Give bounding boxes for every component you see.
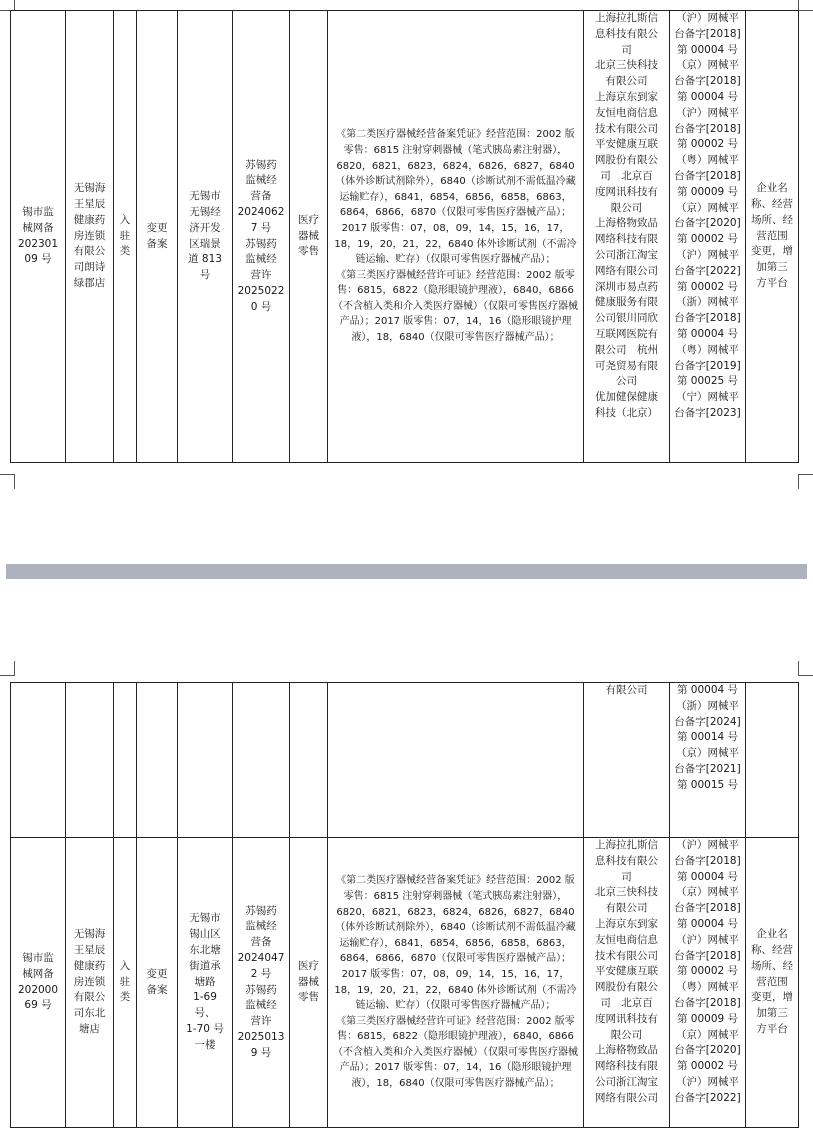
platform-filing-numbers-cell: 第 00004 号 （浙）网械平 台备字[2024] 第 00014 号 （京）网械平 台备字[2021] 第 00015 号 bbox=[670, 683, 746, 838]
platform-names-cell: 有限公司 bbox=[584, 683, 670, 838]
store-name-cell: 无锡海 王星辰 健康药 房连锁 有限公 司朗诗 绿郡店 bbox=[66, 11, 114, 463]
filing-number-cell: 锡市监 械网备 202000 69 号 bbox=[11, 838, 66, 1128]
filing-number-cell: 锡市监 械网备 202301 09 号 bbox=[11, 11, 66, 463]
crop-mark-top-left bbox=[0, 661, 15, 676]
change-note-cell: 企业名 称、经营 场所、经 营范围 变更，增 加第三 方平台 bbox=[746, 11, 799, 463]
license-number-cell bbox=[233, 683, 290, 838]
business-scope-cell bbox=[328, 683, 584, 838]
change-note-cell bbox=[746, 683, 799, 838]
page-separator bbox=[0, 500, 813, 583]
category-cell bbox=[114, 683, 137, 838]
business-type-cell: 医疗 器械 零售 bbox=[290, 838, 328, 1128]
business-scope-cell: 《第二类医疗器械经营备案凭证》经营范围：2002 版零售：6815 注射穿刺器械（笔式胰岛素注射器），6820，6821，6823，6824，6826，6827，6840（体外诊断试剂除外），6840（诊断试剂不需低温冷藏运输贮存），6841，6854，6856，6858，6863，6864，6866，6870（仅限可零售医疗器械产品）；2017 版零售：07，08，09，14，15，16，17，18，19，20，21，22，6840 体外诊断试剂（不需冷链运输、贮存）（仅限可零售医疗器械产品）； 《第三类医疗器械经营许可证》经营范围：2002 版零售：6815，6822（隐形眼镜护理液），6840，6866（不含植入类和介入类医疗器械）（仅限可零售医疗器械产品）；2017 版零售：07，14，16（隐形眼镜护理液），18，6840（仅限可零售医疗器械产品）； bbox=[328, 838, 584, 1128]
table-row bbox=[11, 838, 799, 1128]
document-page-1 bbox=[0, 0, 813, 500]
document-page-2 bbox=[0, 583, 813, 1135]
business-scope-cell: 《第二类医疗器械经营备案凭证》经营范围：2002 版零售：6815 注射穿刺器械（笔式胰岛素注射器），6820，6821，6823，6824，6826，6827，6840（体外诊断试剂除外），6840（诊断试剂不需低温冷藏运输贮存），6841，6854，6856，6858，6863，6864，6866，6870（仅限可零售医疗器械产品）；2017 版零售：07，08，09，14，15，16，17，18，19，20，21，22，6840 体外诊断试剂（不需冷链运输、贮存）（仅限可零售医疗器械产品）； 《第三类医疗器械经营许可证》经营范围：2002 版零售：6815，6822（隐形眼镜护理液），6840，6866（不含植入类和介入类医疗器械）（仅限可零售医疗器械产品）；2017 版零售：07，14，16（隐形眼镜护理液），18，6840（仅限可零售医疗器械产品）； bbox=[328, 11, 584, 463]
table-row bbox=[11, 683, 799, 838]
crop-mark-top-right bbox=[798, 0, 813, 11]
platform-filing-numbers-cell: （沪）网械平 台备字[2018] 第 00004 号 （京）网械平 台备字[2018] 第 00004 号 （沪）网械平 台备字[2018] 第 00002 号 （粤）网械平 台备字[2018] 第 00009 号 （京）网械平 台备字[2020] 第 00002 号 （沪）网械平 台备字[2022] 第 00002 号 （浙）网械平 台备字[2018] 第 00004 号 （粤）网械平 台备字[2019] 第 00025 号 （宁）网械平 台备字[2023] bbox=[670, 11, 746, 463]
store-name-cell bbox=[66, 683, 114, 838]
business-type-cell: 医疗 器械 零售 bbox=[290, 11, 328, 463]
filing-number-cell bbox=[11, 683, 66, 838]
change-note-cell: 企业名 称、经营 场所、经 营范围 变更，增 加第三 方平台 bbox=[746, 838, 799, 1128]
business-type-cell bbox=[290, 683, 328, 838]
page-divider-bar bbox=[6, 564, 807, 579]
license-number-cell: 苏锡药 监械经 营备 2024062 7 号 苏锡药 监械经 营许 2025022 0 号 bbox=[233, 11, 290, 463]
platform-filing-numbers-cell: （沪）网械平 台备字[2018] 第 00004 号 （京）网械平 台备字[2018] 第 00004 号 （沪）网械平 台备字[2018] 第 00002 号 （粤）网械平 台备字[2018] 第 00009 号 （京）网械平 台备字[2020] 第 00002 号 （沪）网械平 台备字[2022] bbox=[670, 838, 746, 1128]
crop-mark-top-right bbox=[798, 661, 813, 676]
address-cell: 无锡市 锡山区 东北塘 街道承 塘路 1-69 号、 1-70 号 一楼 bbox=[178, 838, 233, 1128]
table-row bbox=[11, 11, 799, 463]
address-cell bbox=[178, 683, 233, 838]
category-cell: 入 驻 类 bbox=[114, 11, 137, 463]
record-table-page-1 bbox=[10, 10, 799, 463]
platform-names-cell: 上海拉扎斯信 息科技有限公 司 北京三快科技 有限公司 上海京东到家 友恒电商信息 技术有限公司 平安健康互联 网股份有限公 司 北京百 度网讯科技有 限公司 上海格物致品 网络科技有限 公司浙江淘宝 网络有限公司 深圳市易点药 健康服务有限 公司银川同欣 互联网医院有 限公司 杭州 可尧贸易有限 公司 优加健保健康 科技（北京） bbox=[584, 11, 670, 463]
license-number-cell: 苏锡药 监械经 营备 2024047 2 号 苏锡药 监械经 营许 2025013 9 号 bbox=[233, 838, 290, 1128]
category-cell: 入 驻 类 bbox=[114, 838, 137, 1128]
crop-mark-bottom-right bbox=[798, 474, 813, 489]
change-type-cell: 变更 备案 bbox=[137, 838, 178, 1128]
platform-names-cell: 上海拉扎斯信 息科技有限公 司 北京三快科技 有限公司 上海京东到家 友恒电商信息 技术有限公司 平安健康互联 网股份有限公 司 北京百 度网讯科技有 限公司 上海格物致品 网络科技有限 公司浙江淘宝 网络有限公司 bbox=[584, 838, 670, 1128]
change-type-cell: 变更 备案 bbox=[137, 11, 178, 463]
crop-mark-bottom-left bbox=[0, 474, 15, 489]
record-table-page-2 bbox=[10, 682, 799, 1128]
change-type-cell bbox=[137, 683, 178, 838]
store-name-cell: 无锡海 王星辰 健康药 房连锁 有限公 司东北 塘店 bbox=[66, 838, 114, 1128]
address-cell: 无锡市 无锡经 济开发 区瑞景 道 813 号 bbox=[178, 11, 233, 463]
